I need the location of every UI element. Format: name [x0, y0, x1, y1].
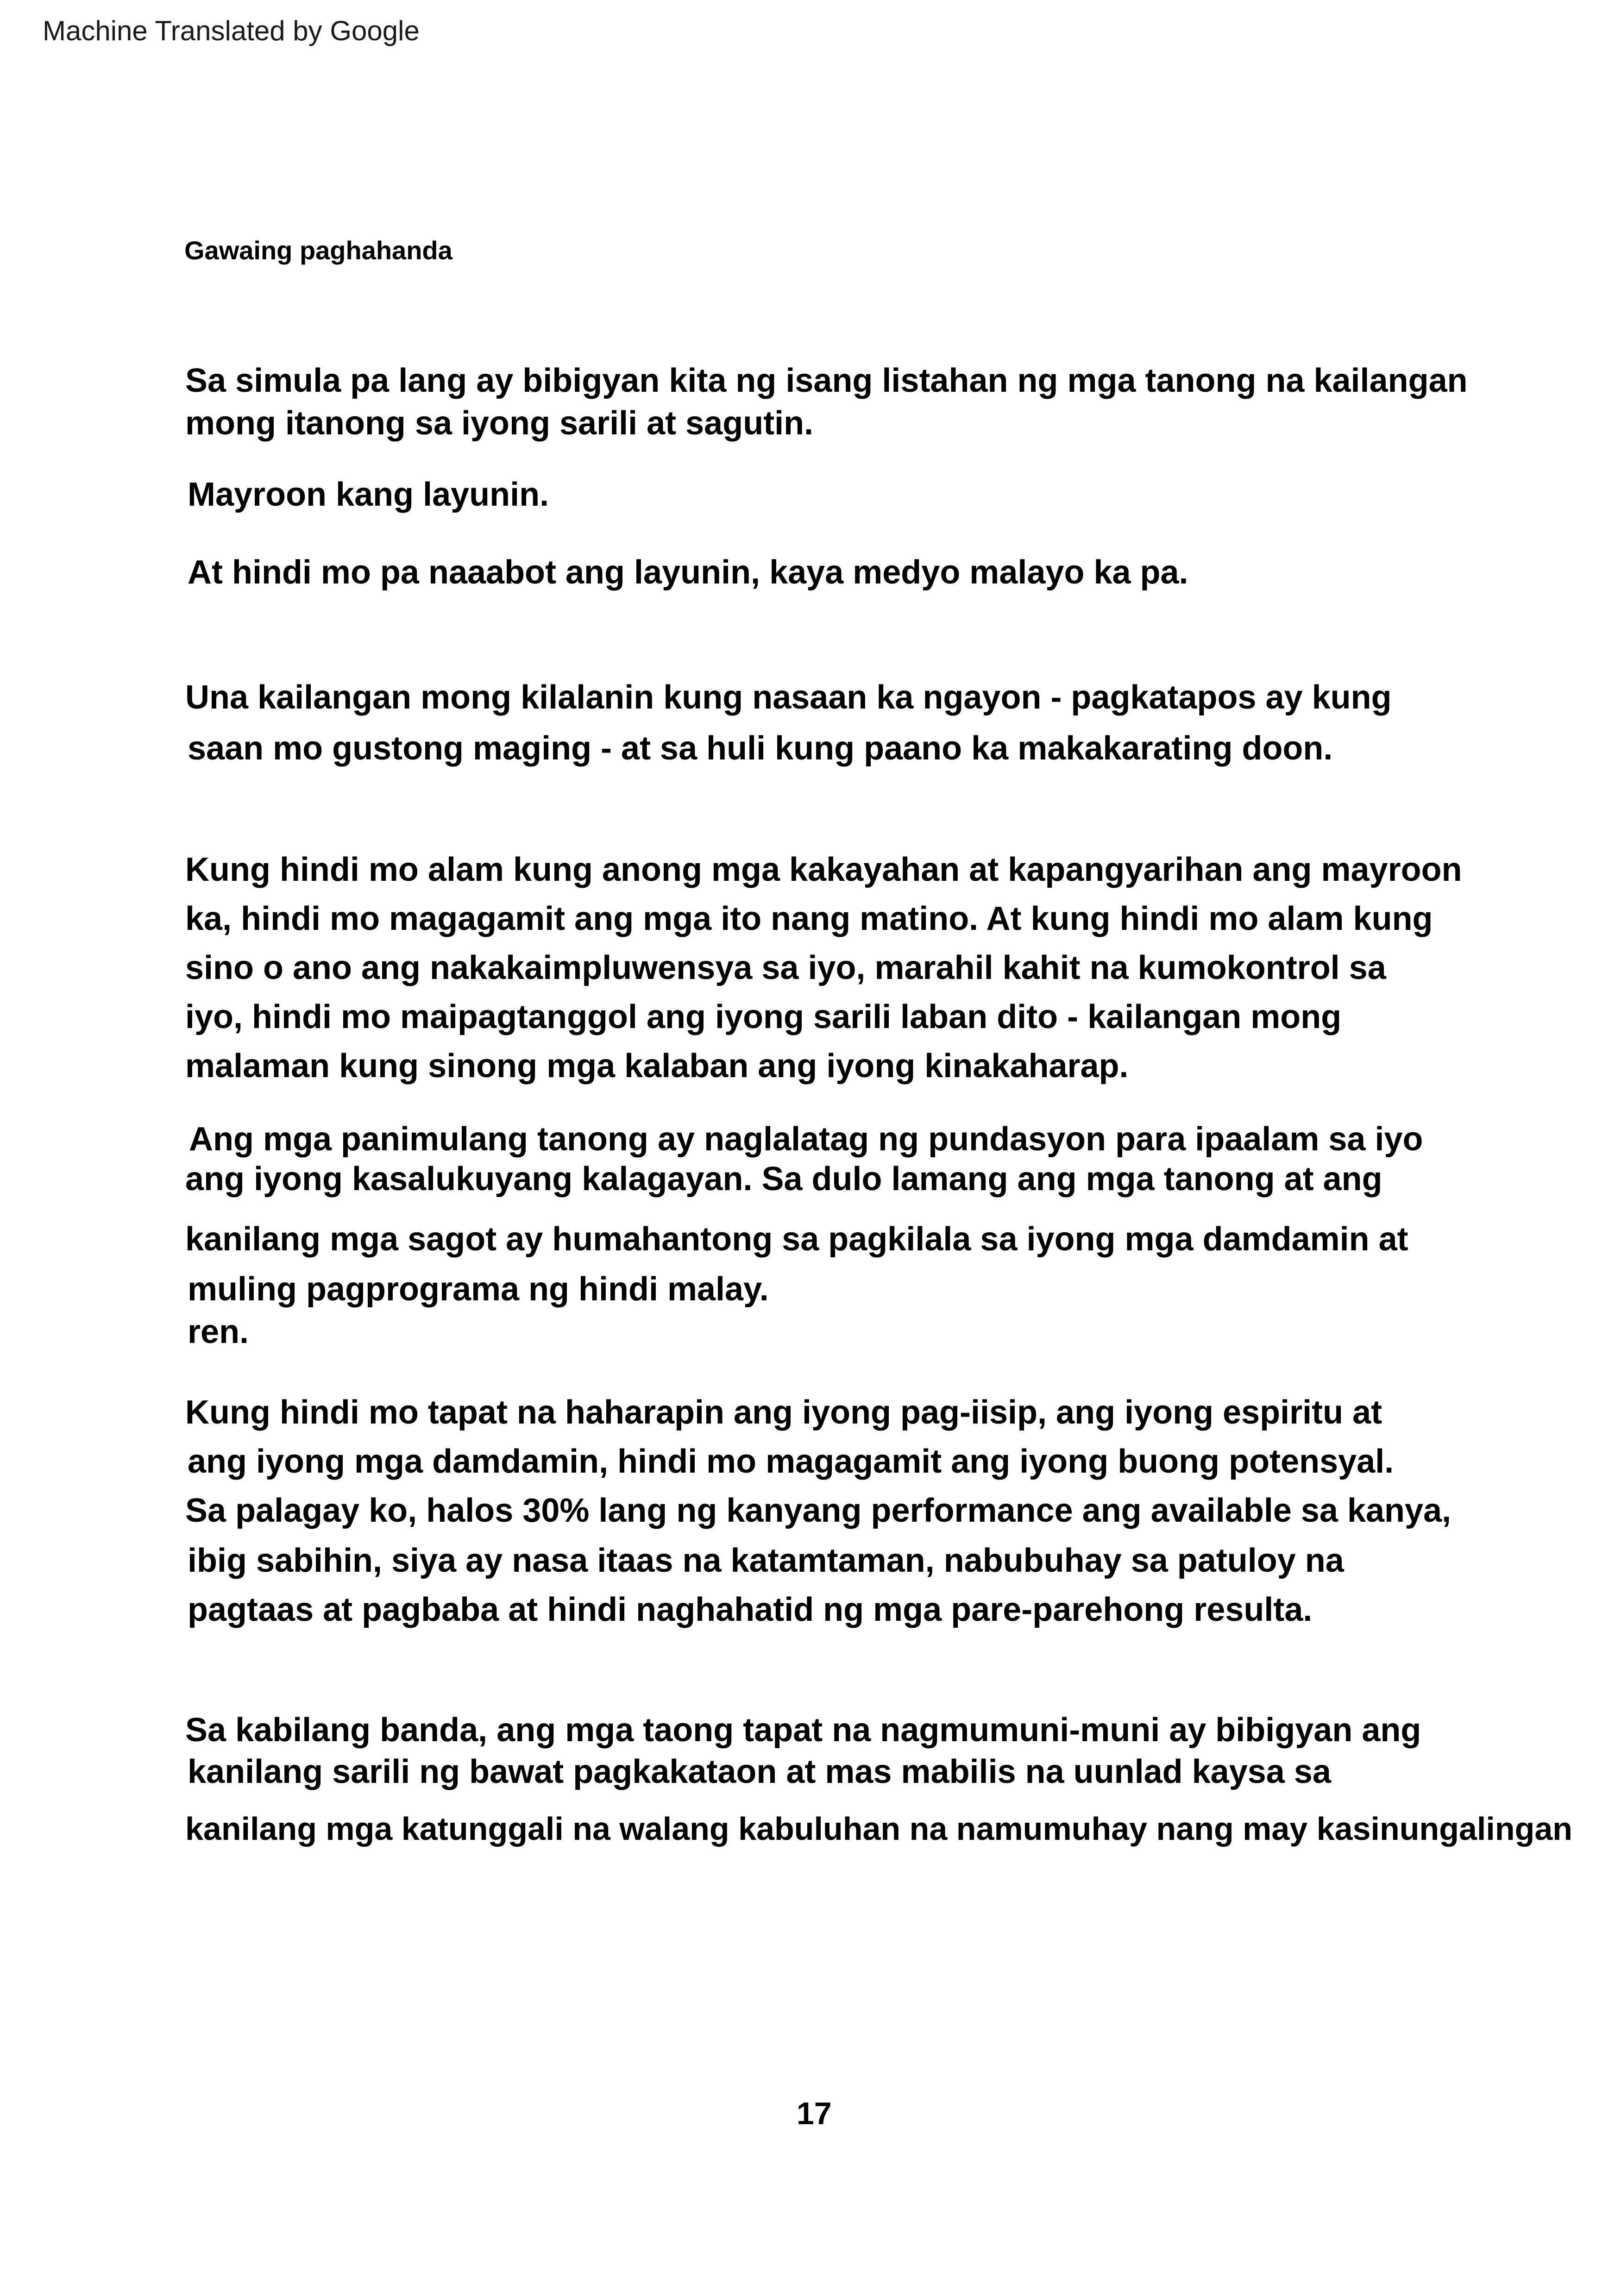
text-line: malaman kung sinong mga kalaban ang iyong kinakaharap.	[185, 1048, 1129, 1085]
machine-translation-watermark: Machine Translated by Google	[43, 15, 420, 46]
text-line: saan mo gustong maging - at sa huli kung paano ka makakarating doon.	[188, 730, 1333, 767]
text-line: Mayroon kang layunin.	[188, 476, 549, 513]
text-line: ang iyong mga damdamin, hindi mo magagamit ang iyong buong potensyal.	[188, 1443, 1394, 1480]
section-heading: Gawaing paghahanda	[184, 236, 452, 265]
text-line: Sa palagay ko, halos 30% lang ng kanyang performance ang available sa kanya,	[185, 1492, 1451, 1529]
text-line: kanilang mga sagot ay humahantong sa pagkilala sa iyong mga damdamin at	[185, 1221, 1408, 1258]
text-line: Kung hindi mo tapat na haharapin ang iyong pag-iisip, ang iyong espiritu at	[185, 1394, 1382, 1431]
text-line: Sa simula pa lang ay bibigyan kita ng isang listahan ng mga tanong na kailangan	[185, 362, 1468, 399]
text-line: At hindi mo pa naaabot ang layunin, kaya medyo malayo ka pa.	[188, 554, 1188, 591]
text-line: Ang mga panimulang tanong ay naglalatag ng pundasyon para ipaalam sa iyo	[189, 1121, 1423, 1158]
page-number: 17	[797, 2096, 832, 2131]
text-line: ang iyong kasalukuyang kalagayan. Sa dulo lamang ang mga tanong at ang	[185, 1161, 1382, 1198]
text-line: Sa kabilang banda, ang mga taong tapat na nagmumuni-muni ay bibigyan ang	[185, 1712, 1421, 1749]
text-line: kanilang mga katunggali na walang kabuluhan na namumuhay nang may kasinungalingan	[185, 1811, 1573, 1847]
text-line: kanilang sarili ng bawat pagkakataon at mas mabilis na uunlad kaysa sa	[188, 1753, 1331, 1790]
text-line: Una kailangan mong kilalanin kung nasaan ka ngayon - pagkatapos ay kung	[185, 679, 1392, 716]
text-line: Kung hindi mo alam kung anong mga kakayahan at kapangyarihan ang mayroon	[185, 851, 1462, 888]
text-line: ibig sabihin, siya ay nasa itaas na katamtaman, nabubuhay sa patuloy na	[188, 1542, 1344, 1579]
text-line: sino o ano ang nakakaimpluwensya sa iyo, marahil kahit na kumokontrol sa	[185, 949, 1386, 986]
text-line: mong itanong sa iyong sarili at sagutin.	[185, 405, 814, 442]
text-line: iyo, hindi mo maipagtanggol ang iyong sarili laban dito - kailangan mong	[185, 998, 1342, 1035]
text-line: pagtaas at pagbaba at hindi naghahatid ng mga pare-parehong resulta.	[188, 1591, 1313, 1628]
text-line: ka, hindi mo magagamit ang mga ito nang matino. At kung hindi mo alam kung	[185, 900, 1433, 937]
text-line: muling pagprograma ng hindi malay.	[188, 1271, 769, 1308]
text-line: ren.	[188, 1313, 249, 1350]
